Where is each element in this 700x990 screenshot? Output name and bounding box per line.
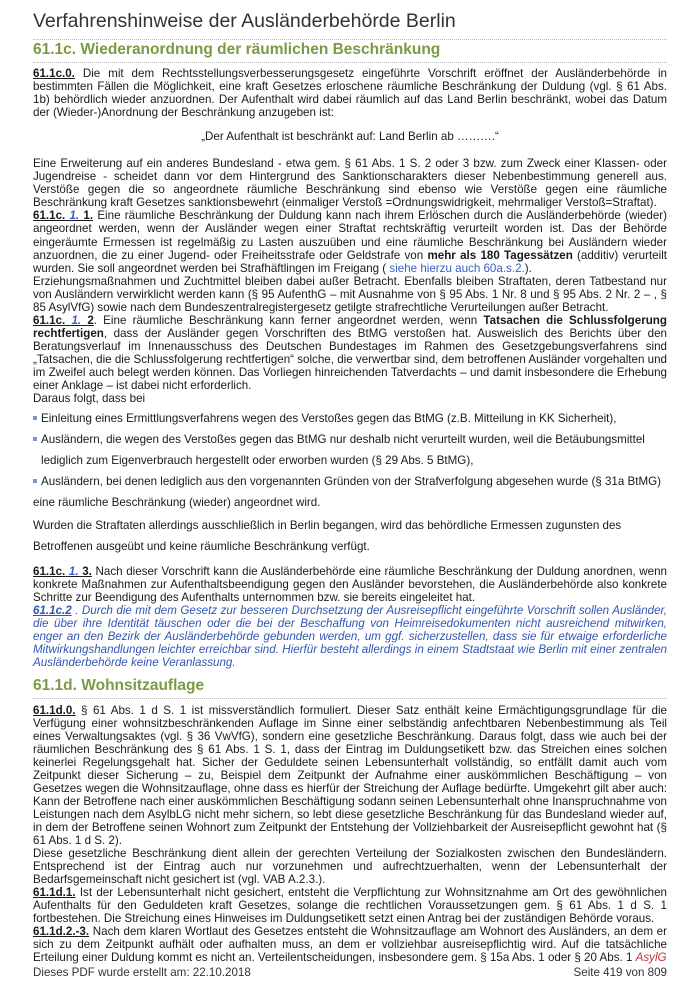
footer-page-number: Seite 419 von 809: [573, 966, 667, 979]
paragraph-61-1c-0: 61.1c.0. Die mit dem Rechtsstellungsverbesserungsgesetz eingeführte Vorschrift eröffnet der Ausländerbehörde in bestimmten Fällen die Möglichkeit, eine kraft Gesetzes erloschene räumliche Beschränkung der Duldung (vgl. § 61 Abs. 1b) behördlich wieder anzuordnen. Der Aufenthalt wird dabei räumlich auf das Land Berlin beschränkt, wobei das Datum der (Wieder-)Anordnung der Beschränkung anzugeben ist:: [33, 67, 667, 120]
paragraph-id: 61.1d.2.-3.: [33, 925, 90, 939]
paragraph-61-1d-2-3: 61.1d.2.-3. Nach dem klaren Wortlaut des Gesetzes entsteht die Wohnsitzauflage am Wohnort des Ausländers, an dem er sich zu dem Zeitpunkt aufhält oder aufhalten muss, an dem er vollziehbar ausreisepflichtig wird. Auf die tatsächliche Erteilung einer Duldung kommt es nicht an. Verteilentscheidungen, insbesondere gem. § 15a Abs. 1 oder § 20 Abs. 1 AsylG: [33, 925, 667, 965]
quote-line: „Der Aufenthalt ist beschränkt auf: Land Berlin ab ……….“: [201, 130, 499, 144]
page-footer: [33, 966, 667, 979]
paragraph-id: 61.1d.0.: [33, 703, 76, 717]
paragraph-id: 61.1c. 1. 1.: [33, 209, 94, 223]
paragraph-erziehungsmassnahmen: Erziehungsmaßnahmen und Zuchtmittel bleiben dabei außer Betracht. Ebenfalls bleiben Straftaten, deren Tatbestand nur von Ausländern verwirklicht werden kann (§ 95 AufenthG – mit Ausnahme von § 95 Abs. 1 Nr. 8 und § 95 Abs. 2 Nr. 2 – , § 85 AsylVfG) sowie nach dem Bundeszentralregistergesetz getilgte strafrechtliche Verurteilungen außer Betracht.: [33, 274, 667, 314]
paragraph-id: 61.1c. 1. 2: [33, 313, 94, 327]
paragraph-angeordnet: eine räumliche Beschränkung (wieder) angeordnet wird.: [33, 496, 321, 510]
paragraph-id: 61.1c.2: [33, 604, 72, 618]
section-title-61-1d: 61.1d. Wohnsitzauflage: [33, 677, 667, 699]
paragraph-61-1d-1: 61.1d.1. Ist der Lebensunterhalt nicht gesichert, entsteht die Verpflichtung zur Wohnsitznahme am Ort des gewöhnlichen Aufenthalts für den Geduldeten kraft Gesetzes, solange die rechtlichen Voraussetzungen gem. § 61 Abs. 1 d S. 1 fortbestehen. Die Streichung eines Hinweises im Duldungsetikett setzt einen Antrag bei der zuständigen Behörde voraus.: [33, 886, 667, 926]
paragraph-61-1c-1-2: 61.1c. 1. 2. Eine räumliche Beschränkung kann ferner angeordnet werden, wenn Tatsachen die Schlussfolgerung rechtfertigen, dass der Ausländer gegen Vorschriften des BtMG verstoßen hat. Ausweislich des Berichts über den Beratungsverlauf im Innenausschuss des Deutschen Bundestages im Rahmen des Gesetzgebungsverfahrens sind „Tatsachen, die die Schlussfolgerung rechtfertigen“ solche, die verwertbar sind, dem betroffenen Ausländer vorgehalten und im Zweifel auch belegt werden können. Das Vorliegen hinreichenden Tatverdachts – und damit insbesondere die Erhebung einer Anklage – ist dabei nicht erforderlich.: [33, 313, 667, 393]
cross-reference-link[interactable]: siehe hierzu auch 60a.s.2.: [389, 261, 525, 275]
paragraph-61-1c-2: 61.1c.2 . Durch die mit dem Gesetz zur besseren Durchsetzung der Ausreisepflicht eingeführte Vorschrift sollen Ausländer, die über ihre Identität täuschen oder die bei der Beschaffung von Heimreisedokumenten nicht ausreichend mitwirken, enger an den Bezirk der Ausländerbehörde gebunden werden, um ggf. sicherzustellen, dass sie für etwaige erforderliche Mitwirkungshandlungen leichter erreichbar sind. Hierfür besteht allerdings in einem Stadtstaat wie Berlin mit einer zentralen Ausländerbehörde keine Veranlassung.: [33, 604, 667, 670]
paragraph-daraus-folgt: Daraus folgt, dass bei: [33, 392, 146, 406]
document-body: [33, 41, 667, 964]
paragraph-sozialkosten: Diese gesetzliche Beschränkung dient allein der gerechten Verteilung der Sozialkosten zwischen den Bundesländern. Entsprechend ist der Eintrag auch nur vorzunehmen und aufrechtzuerhalten, wenn der Lebensunterhalt der Bedarfsgemeinschaft nicht gesichert ist (vgl. VAB A.2.3.).: [33, 847, 667, 887]
list-item: Einleitung eines Ermittlungsverfahrens wegen des Verstoßes gegen das BtMG (z.B. Mitteilung in KK Sicherheit),: [33, 408, 667, 429]
paragraph-berlin-ermessen: Wurden die Straftaten allerdings ausschließlich in Berlin begangen, wird das behördliche Ermessen zugunsten des Betroffenen ausgeübt und keine räumliche Beschränkung verfügt.: [33, 519, 622, 554]
paragraph-extension: Eine Erweiterung auf ein anderes Bundesland - etwa gem. § 61 Abs. 1 S. 2 oder 3 bzw. zum Zweck einer Klassen- oder Jugendreise - scheidet dann vor dem Hintergrund des Sanktionscharakters dieser Nebenbestimmung generell aus. Verstöße gegen die so angeordnete räumliche Beschränkung sind ebenso wie Verstöße gegen eine räumliche Beschränkung kraft Gesetzes sanktionsbewehrt (einmaliger Verstoß =Ordnungswidrigkeit, mehrmaliger Verstoß=Straftat).: [33, 157, 667, 210]
paragraph-61-1c-1-1: 61.1c. 1. 1. Eine räumliche Beschränkung der Duldung kann nach ihrem Erlöschen durch die Ausländerbehörde (wieder) angeordnet werden, wenn der Ausländer wegen einer Straftat rechtskräftig verurteilt worden ist. Das der Behörde eingeräumte Ermessen ist regelmäßig zu Lasten auszuüben und eine räumliche Beschränkung bei Ausländern wieder anzuordnen, die zu einer Jugend- oder Freiheitsstrafe oder Geldstrafe von mehr als 180 Tagessätzen (additiv) verurteilt wurden. Sie soll angeordnet werden bei Strafhäftlingen im Freigang ( siehe hierzu auch 60a.s.2.).: [33, 209, 667, 275]
page-header-title: Verfahrenshinweise der Ausländerbehörde Berlin: [33, 10, 667, 40]
list-item: Ausländern, bei denen lediglich aus den vorgenannten Gründen von der Strafverfolgung abgesehen wurde (§ 31a BtMG): [33, 471, 667, 492]
bullet-list: [33, 408, 667, 492]
paragraph-61-1d-0: 61.1d.0. § 61 Abs. 1 d S. 1 ist missverständlich formuliert. Dieser Satz enthält keine Ermächtigungsgrundlage für die Verfügung einer wohnsitzbeschränkenden Auflage im Sinne einer selbständig anfechtbaren Nebenbestimmung als Teil eines Verwaltungsaktes (vgl. § 36 VwVfG), sondern eine gesetzliche Beschränkung. Daraus folgt, dass wie auch bei der räumlichen Beschränkung des § 61 Abs. 1 S. 1, dass der Eintrag im Duldungsetikett bzw. das Streichen eines solchen keinerlei Regelungsgehalt hat. Sicher der Geduldete seinen Lebensunterhalt vollständig, so entfällt damit auch vom Zeitpunkt dieser Sicherung – zu, Beispiel dem Zeitpunkt der Aufnahme einer auskömmlichen Beschäftigung – von Gesetzes wegen die Wohnsitzauflage, ohne dass es hierfür der Streichung der Auflage bedürfte. Umgekehrt gilt aber auch: Kann der Betroffene nach einer auskömmlichen Beschäftigung sodann seinen Lebensunterhalt ohne Inanspruchnahme von Leistungen nach dem AsylbLG nicht mehr sichern, so lebt diese gesetzliche Beschränkung für das Bundesland wieder auf, in dem der Betroffene seinen Wohnort zum Zeitpunkt der Entstehung der Vollziehbarkeit der Ausreisepflicht gewohnt hat (§ 61 Abs. 1 d S. 2).: [33, 703, 667, 847]
paragraph-61-1c-1-3: 61.1c. 1. 3. Nach dieser Vorschrift kann die Ausländerbehörde eine räumliche Beschränkung der Duldung anordnen, wenn konkrete Maßnahmen zur Aufenthaltsbeendigung gegen den Ausländer bevorstehen, die Ausländerbehörde also konkrete Schritte zur Beendigung des Aufenthalts unternommen bzw. sie bereits eingeleitet hat.: [33, 565, 667, 605]
list-item: Ausländern, die wegen des Verstoßes gegen das BtMG nur deshalb nicht verurteilt wurden, weil die Betäubungsmittel lediglich zum Eigenverbrauch hergestellt oder erworben wurden (§ 29 Abs. 5 BtMG),: [33, 429, 667, 471]
paragraph-id: 61.1d.1.: [33, 886, 76, 900]
asylg-reference[interactable]: AsylG: [635, 951, 667, 965]
section-title-61-1c: 61.1c. Wiederanordnung der räumlichen Beschränkung: [33, 41, 667, 63]
paragraph-id: 61.1c.0.: [33, 67, 75, 80]
footer-created-date: Dieses PDF wurde erstellt am: 22.10.2018: [33, 966, 251, 979]
paragraph-id: 61.1c. 1. 3.: [33, 565, 92, 579]
